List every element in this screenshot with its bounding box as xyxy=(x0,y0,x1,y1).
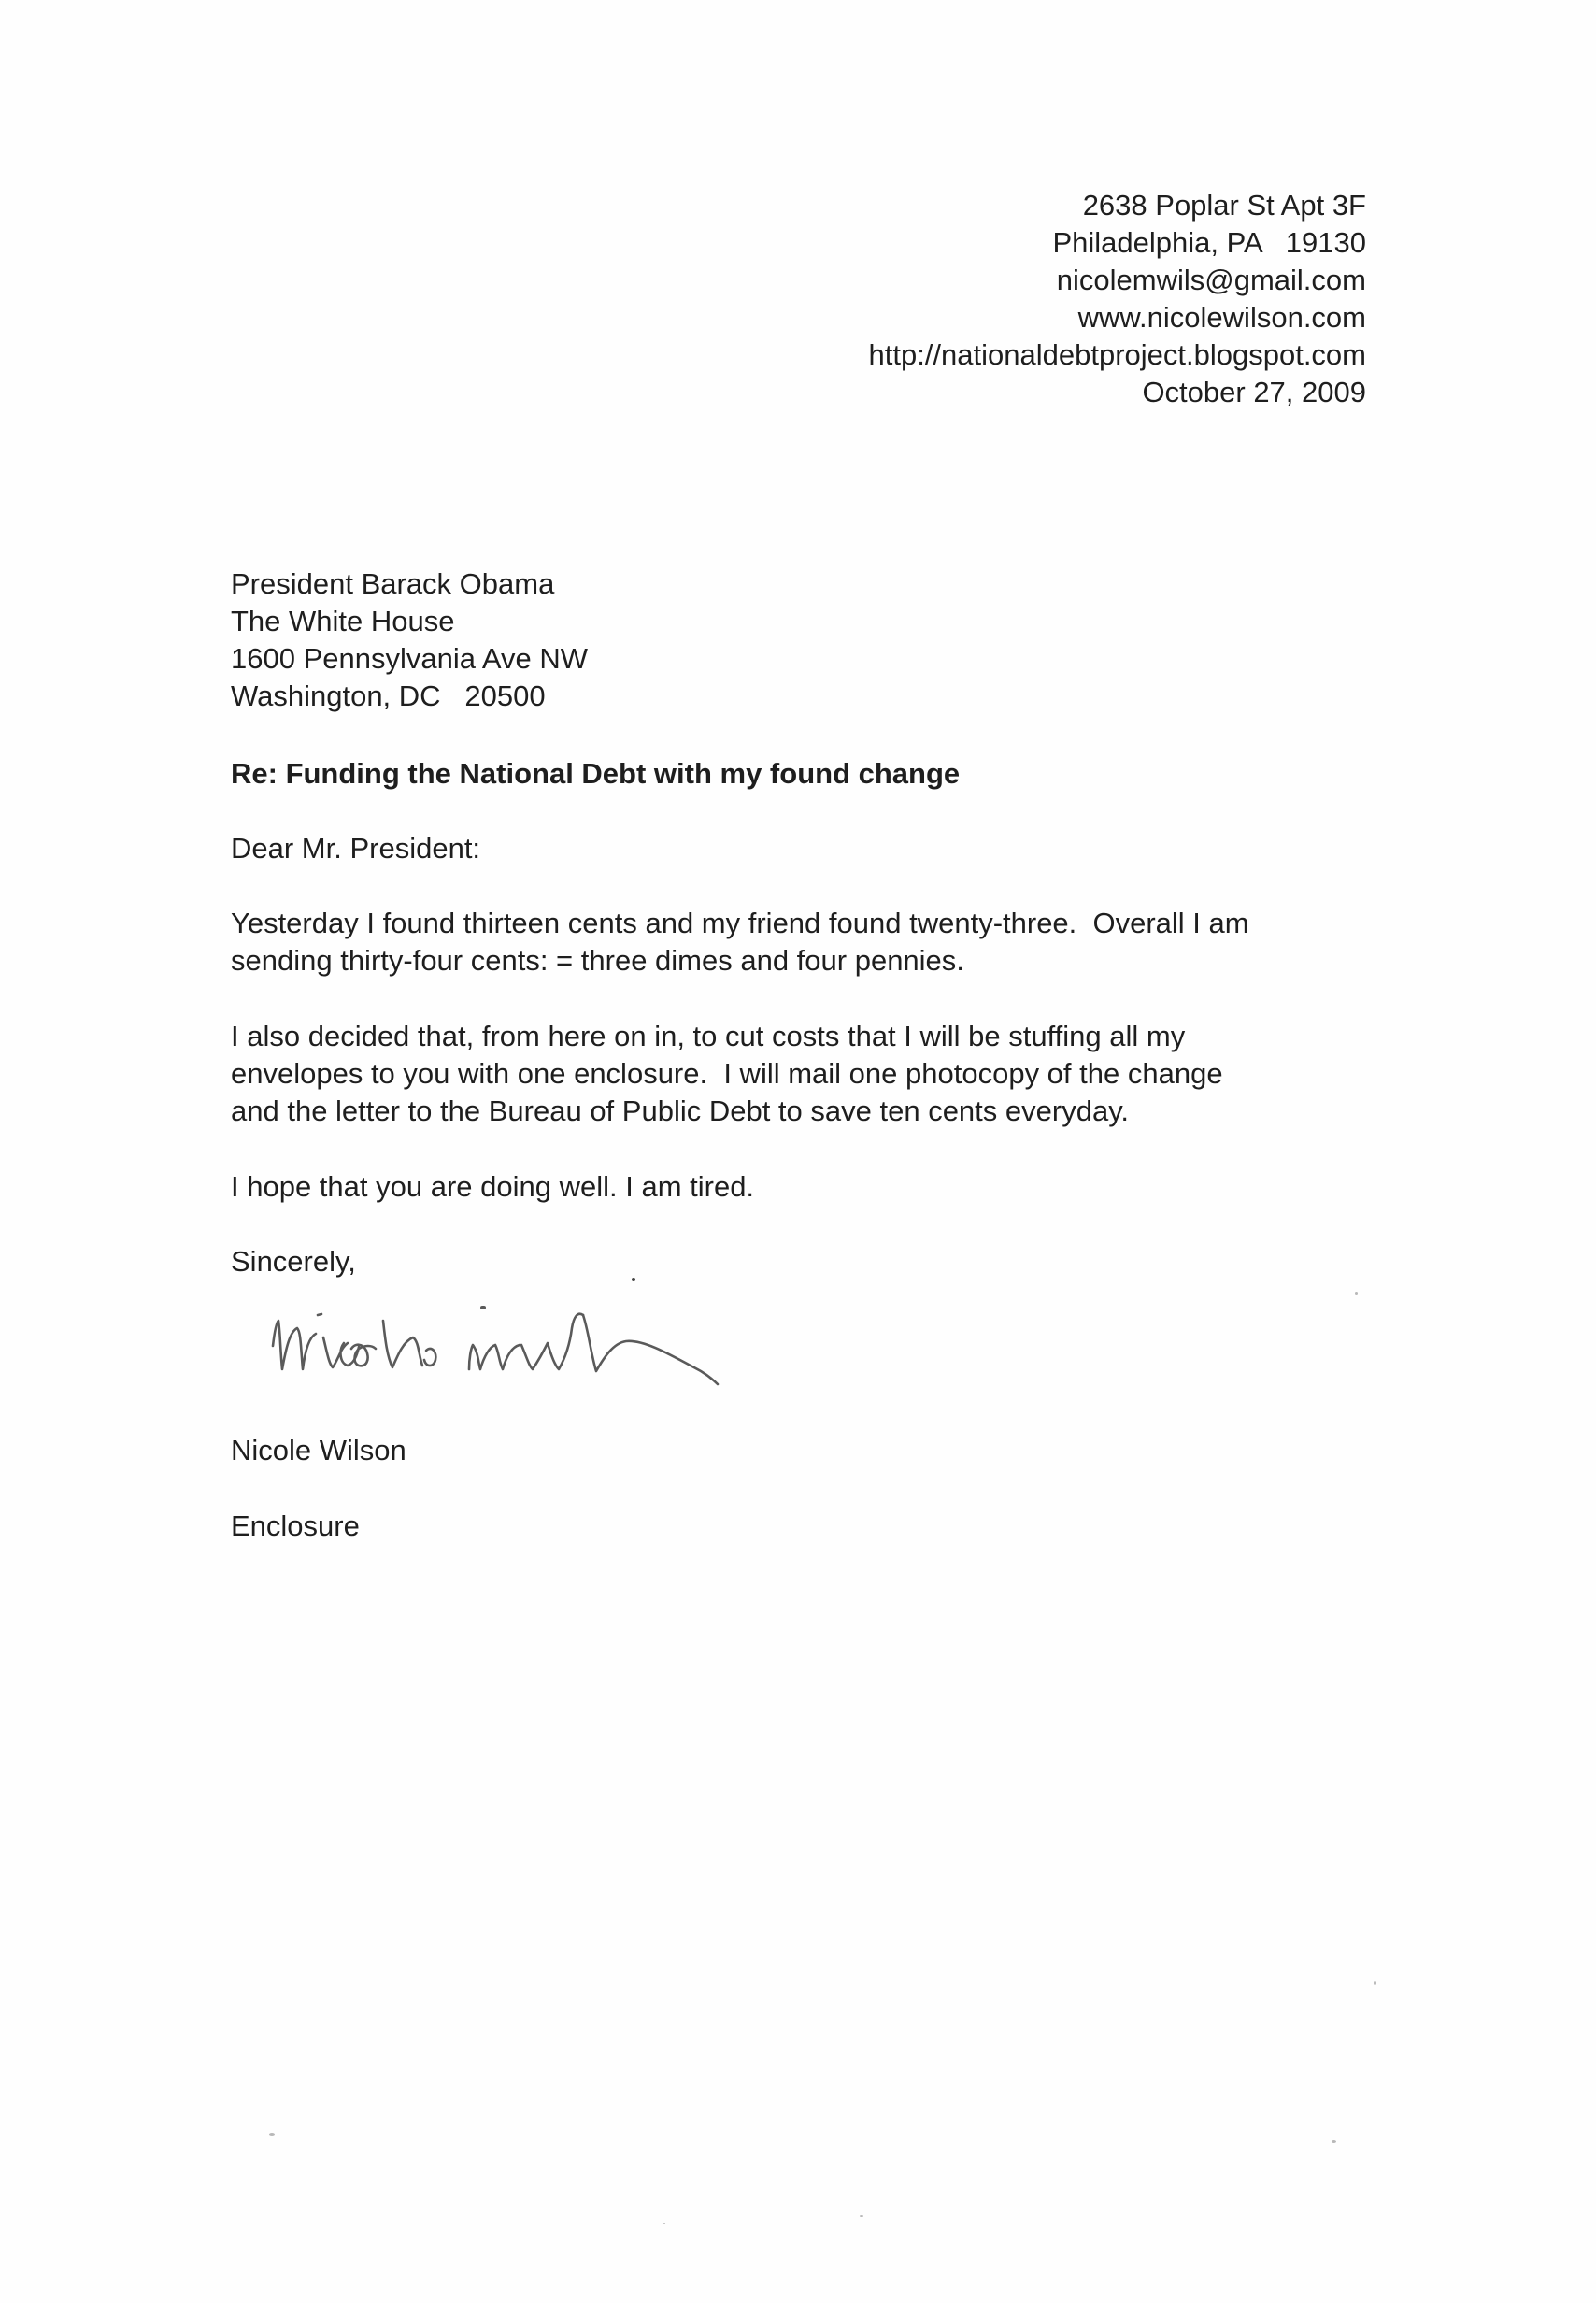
signature-icon xyxy=(262,1266,822,1407)
paragraph-1-line-2: sending thirty-four cents: = three dimes and four pennies. xyxy=(231,944,964,977)
signer-name: Nicole Wilson xyxy=(231,1434,406,1466)
sender-website: www.nicolewilson.com xyxy=(1077,301,1366,334)
scan-speck xyxy=(860,2215,863,2217)
body-paragraph-3: I hope that you are doing well. I am tired. xyxy=(231,1170,755,1203)
body-paragraph-2 xyxy=(231,1018,1223,1130)
recipient-street: 1600 Pennsylvania Ave NW xyxy=(231,642,588,675)
enclosure-note: Enclosure xyxy=(231,1509,360,1542)
subject-line: Re: Funding the National Debt with my found change xyxy=(231,757,961,790)
recipient-organization: The White House xyxy=(231,605,455,637)
scan-speck xyxy=(1355,1292,1358,1295)
sender-address-block xyxy=(868,187,1366,411)
letter-date: October 27, 2009 xyxy=(1142,376,1366,408)
paragraph-2-line-2: envelopes to you with one enclosure. I will mail one photocopy of the change xyxy=(231,1057,1223,1090)
scan-speck xyxy=(632,1278,635,1281)
paragraph-1-line-1: Yesterday I found thirteen cents and my friend found twenty-three. Overall I am xyxy=(231,907,1249,939)
recipient-city: Washington, DC 20500 xyxy=(231,679,546,712)
sender-street: 2638 Poplar St Apt 3F xyxy=(1082,189,1366,222)
scan-speck xyxy=(269,2133,275,2136)
body-paragraph-1 xyxy=(231,905,1249,980)
paragraph-2-line-1: I also decided that, from here on in, to cut costs that I will be stuffing all my xyxy=(231,1020,1186,1052)
recipient-name: President Barack Obama xyxy=(231,567,555,600)
paragraph-2-line-3: and the letter to the Bureau of Public Debt to save ten cents everyday. xyxy=(231,1094,1129,1127)
sender-email: nicolemwils@gmail.com xyxy=(1056,264,1366,296)
salutation: Dear Mr. President: xyxy=(231,832,481,865)
sender-blog: http://nationaldebtproject.blogspot.com xyxy=(868,338,1366,371)
handwritten-signature xyxy=(262,1266,822,1411)
sender-city: Philadelphia, PA 19130 xyxy=(1052,226,1366,259)
scan-speck xyxy=(1374,1981,1376,1985)
scan-speck xyxy=(663,2223,665,2224)
closing: Sincerely, xyxy=(231,1245,356,1278)
scan-speck xyxy=(1332,2140,1336,2143)
recipient-address-block xyxy=(231,565,588,715)
